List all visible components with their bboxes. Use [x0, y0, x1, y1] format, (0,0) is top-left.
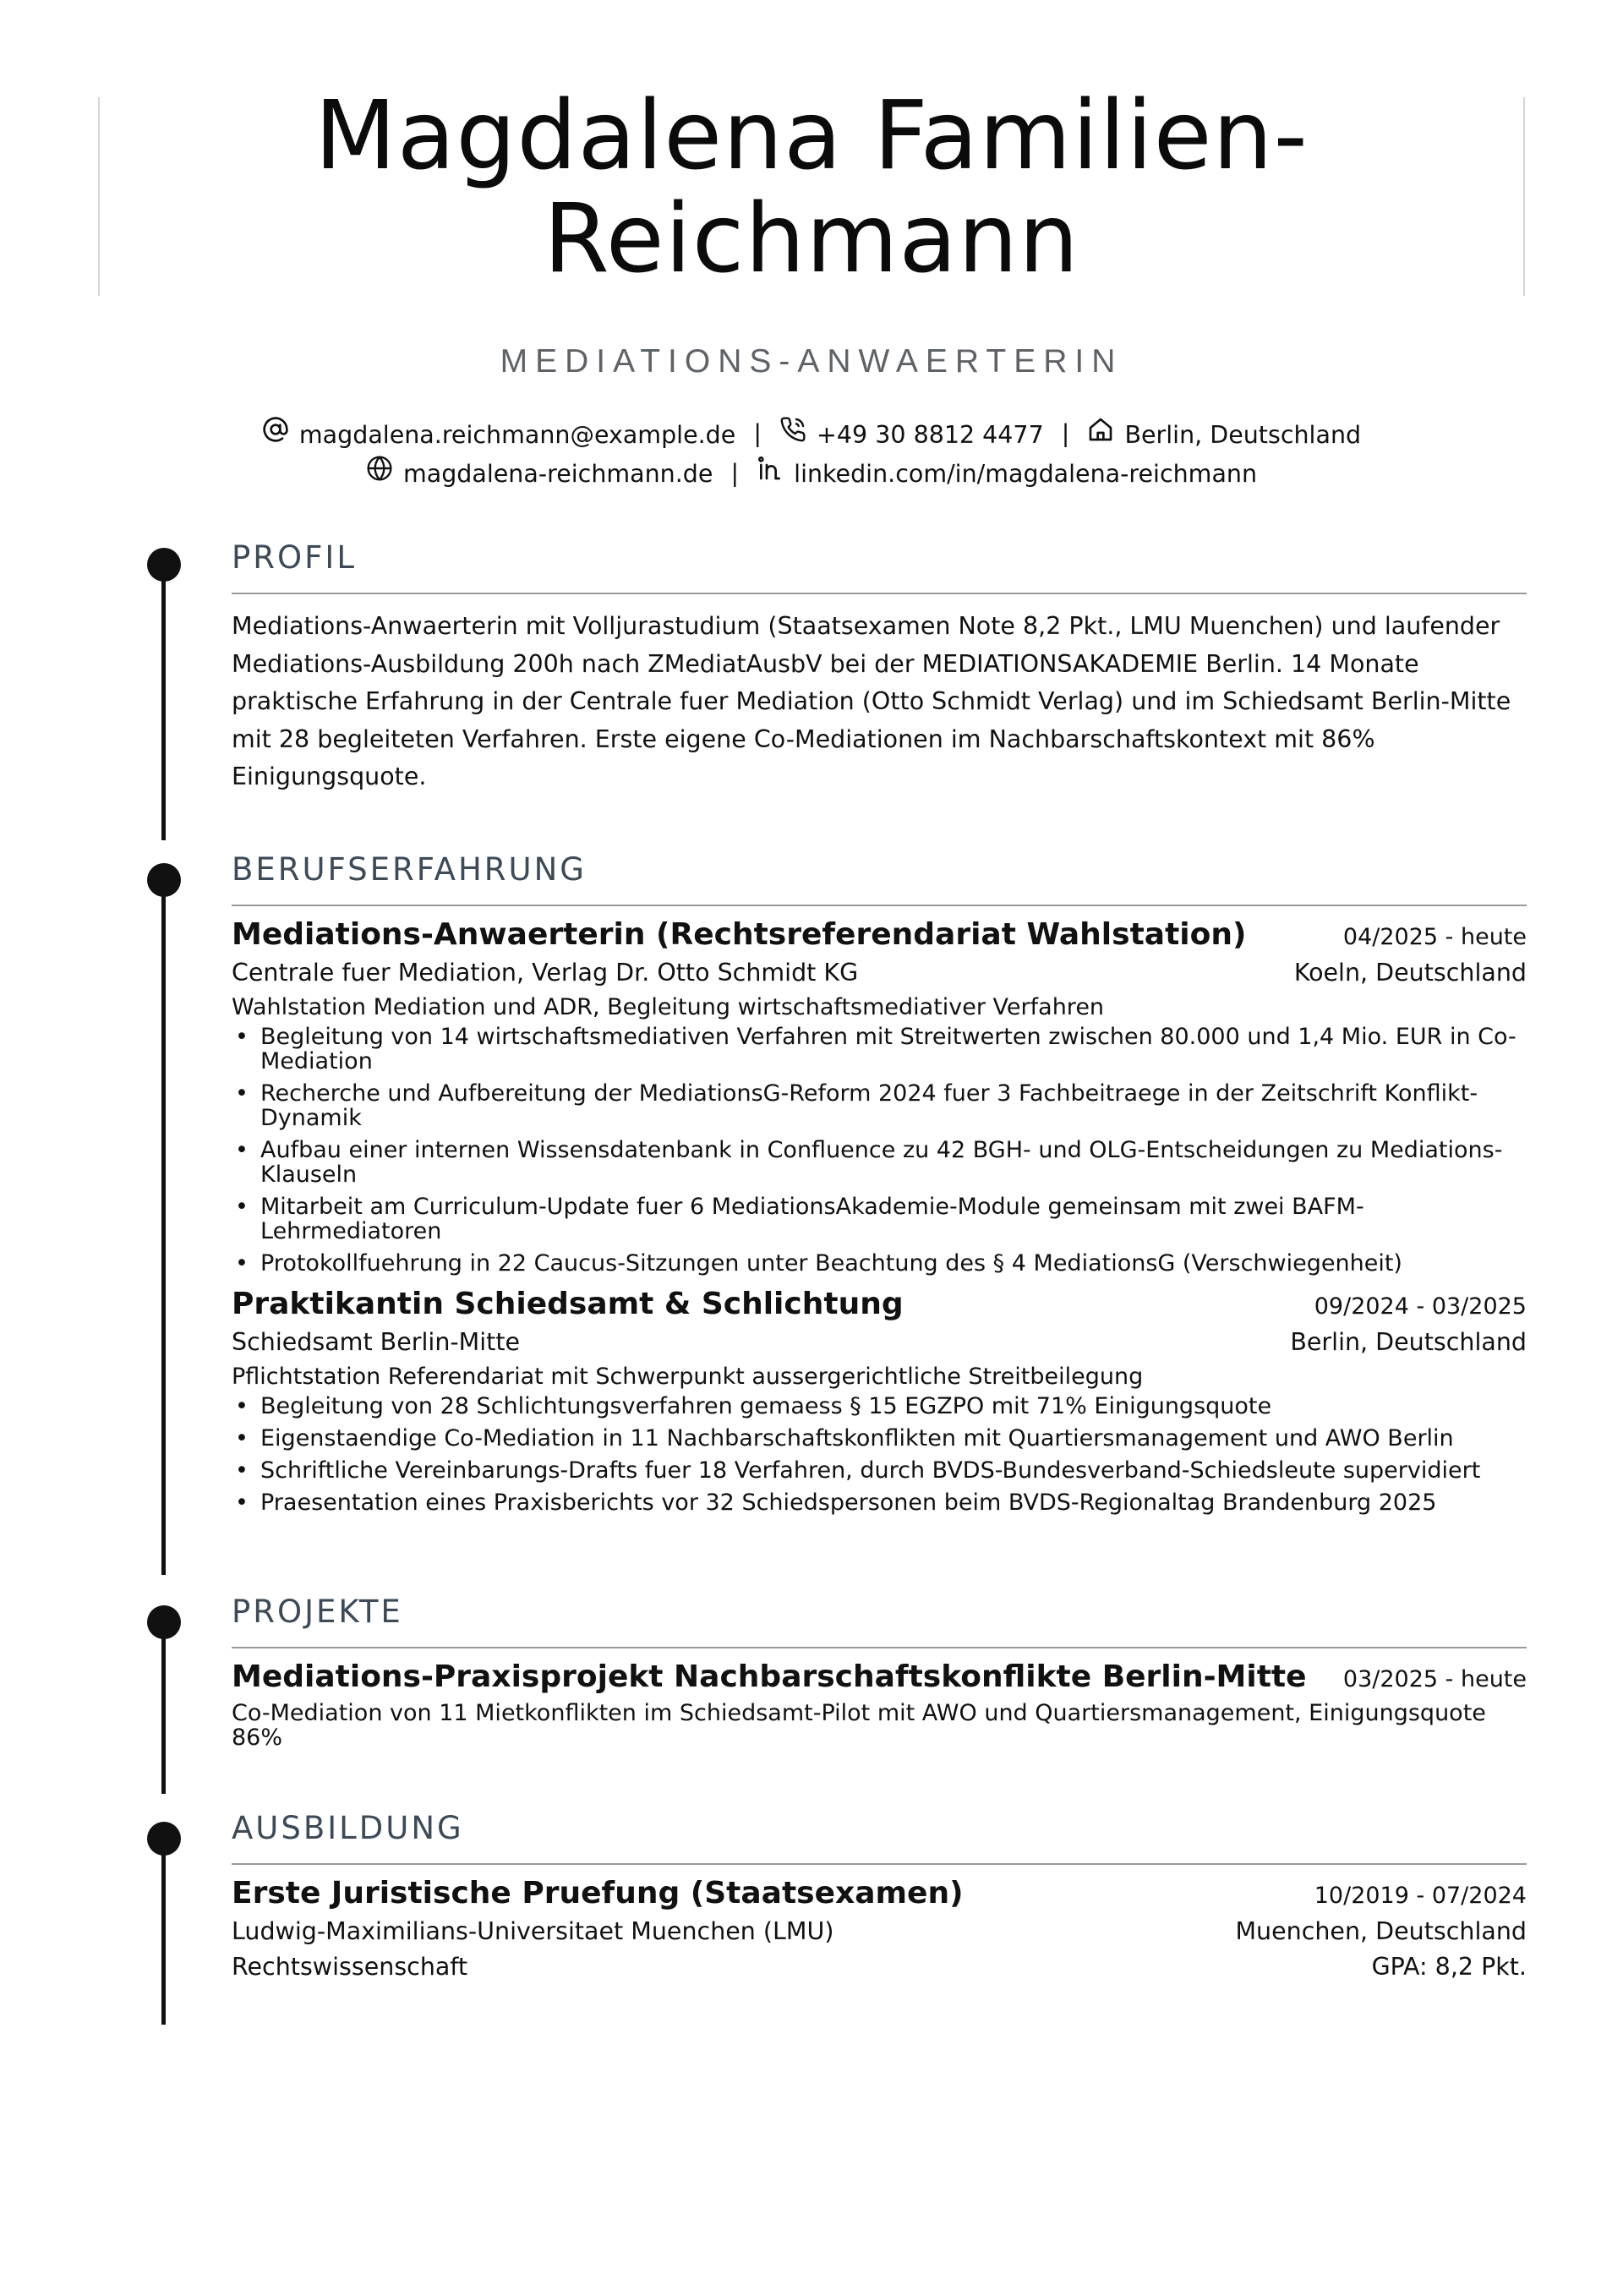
bullet-item: • Mitarbeit am Curriculum-Update fuer 6 MediationsAkademie-Module gemeinsam mit zwei BAFM-Lehrmediatoren	[232, 1194, 1527, 1244]
contact-info	[118, 414, 1505, 493]
job-title: Mediations-Anwaerterin (Rechtsreferendariat Wahlstation)	[232, 917, 1247, 952]
section-heading: PROFIL	[232, 539, 357, 576]
job-date: 09/2024 - 03/2025	[1314, 1293, 1527, 1320]
section-heading: AUSBILDUNG	[232, 1810, 464, 1846]
contact-row-2	[118, 454, 1505, 494]
school-name: Ludwig-Maximilians-Universitaet Muenchen (LMU)	[232, 1917, 834, 1945]
section-divider	[232, 905, 1527, 906]
home-icon	[1087, 416, 1114, 454]
header-right-border	[1523, 97, 1525, 296]
contact-row-1	[118, 414, 1505, 454]
bullet-item: • Recherche und Aufbereitung der MediationsG-Reform 2024 fuer 3 Fachbeitraege in der Zeitschrift Konflikt-Dynamik	[232, 1081, 1527, 1130]
resume-header	[118, 81, 1505, 493]
job-org-row	[232, 1325, 1527, 1360]
location-text: Berlin, Deutschland	[1124, 420, 1362, 449]
header-left-border	[98, 97, 100, 296]
separator: |	[1061, 419, 1070, 447]
job-bullets	[232, 1394, 1527, 1515]
project-entry	[232, 1657, 1527, 1750]
education-date: 10/2019 - 07/2024	[1314, 1883, 1527, 1909]
name-line-2: Reichmann	[543, 184, 1080, 294]
separator: |	[753, 419, 762, 447]
name-line-1: Magdalena Familien-	[314, 81, 1309, 191]
education-entry	[232, 1873, 1527, 1985]
job-title: MEDIATIONS-ANWAERTERIN	[500, 343, 1123, 380]
section-divider	[232, 1647, 1527, 1648]
job-bullets	[232, 1025, 1527, 1276]
timeline-dot-experience	[147, 863, 181, 897]
contact-email[interactable]	[262, 416, 735, 454]
timeline-segment-profil	[161, 561, 166, 840]
school-location: Muenchen, Deutschland	[1235, 1917, 1527, 1945]
education-section	[232, 1807, 1527, 1985]
job-organization: Centrale fuer Mediation, Verlag Dr. Otto Schmidt KG	[232, 959, 859, 987]
job-header	[232, 915, 1527, 955]
project-description: Co-Mediation von 11 Mietkonflikten im Schiedsamt-Pilot mit AWO und Quartiersmanagement, Einigungsquote 86%	[232, 1700, 1486, 1751]
gpa: GPA: 8,2 Pkt.	[1371, 1953, 1527, 1981]
job-header	[232, 1284, 1527, 1325]
job-description: Wahlstation Mediation und ADR, Begleitung wirtschaftsmediativer Verfahren	[232, 994, 1105, 1020]
linkedin-icon	[757, 455, 784, 493]
job-location: Berlin, Deutschland	[1290, 1328, 1527, 1356]
contact-location	[1087, 416, 1361, 454]
email-text: magdalena.reichmann@example.de	[298, 420, 736, 449]
bullet-item: • Praesentation eines Praxisberichts vor 32 Schiedspersonen beim BVDS-Regionaltag Brandenburg 2025	[232, 1490, 1527, 1515]
education-header	[232, 1873, 1527, 1914]
contact-linkedin[interactable]	[757, 455, 1257, 493]
phone-icon	[779, 416, 806, 454]
at-icon	[262, 416, 289, 454]
bullet-item: • Protokollfuehrung in 22 Caucus-Sitzungen unter Beachtung des § 4 MediationsG (Verschwiegenheit)	[232, 1251, 1527, 1276]
job-entry	[232, 1284, 1527, 1515]
section-divider	[232, 1863, 1527, 1865]
field-of-study: Rechtswissenschaft	[232, 1953, 468, 1981]
profile-section	[232, 537, 1527, 796]
bullet-item: • Begleitung von 28 Schlichtungsverfahren gemaess § 15 EGZPO mit 71% Einigungsquote	[232, 1394, 1527, 1419]
job-description: Pflichtstation Referendariat mit Schwerpunkt aussergerichtliche Streitbeilegung	[232, 1364, 1144, 1390]
linkedin-text: linkedin.com/in/magdalena-reichmann	[794, 460, 1258, 488]
bullet-item: • Begleitung von 14 wirtschaftsmediativen Verfahren mit Streitwerten zwischen 80.000 und 1,4 Mio. EUR in Co-Mediation	[232, 1025, 1527, 1074]
bullet-item: • Schriftliche Vereinbarungs-Drafts fuer 18 Verfahren, durch BVDS-Bundesverband-Schiedsleute supervidiert	[232, 1458, 1527, 1483]
timeline-dot-profil	[147, 548, 181, 582]
job-location: Koeln, Deutschland	[1293, 959, 1527, 987]
project-header	[232, 1657, 1527, 1697]
profile-summary: Mediations-Anwaerterin mit Volljurastudium (Staatsexamen Note 8,2 Pkt., LMU Muenchen) und laufender Mediations-Ausbildung 200h nach ZMediatAusbV bei der MEDIATIONSAKADEMIE Berlin. 14 Monate praktische Erfahrung in der Centrale fuer Mediation (Otto Schmidt Verlag) und im Schiedsamt Berlin-Mitte mit 28 begleiteten Verfahren. Erste eigene Co-Mediationen im Nachbarschaftskontext mit 86% Einigungsquote.	[232, 612, 1511, 790]
bullet-item: • Eigenstaendige Co-Mediation in 11 Nachbarschaftskonflikten mit Quartiersmanagement und AWO Berlin	[232, 1426, 1527, 1451]
phone-text: +49 30 8812 4477	[817, 420, 1044, 449]
candidate-name	[118, 81, 1505, 294]
education-school-row	[232, 1914, 1527, 1949]
project-date: 03/2025 - heute	[1342, 1666, 1527, 1692]
bullet-item: • Aufbau einer internen Wissensdatenbank in Confluence zu 42 BGH- und OLG-Entscheidungen zu Mediations-Klauseln	[232, 1138, 1527, 1187]
projects-section	[232, 1591, 1527, 1750]
separator: |	[730, 458, 740, 487]
timeline-segment-projects	[161, 1620, 166, 1794]
job-organization: Schiedsamt Berlin-Mitte	[232, 1328, 521, 1356]
timeline-dot-education	[147, 1822, 181, 1856]
degree-title: Erste Juristische Pruefung (Staatsexamen)	[232, 1876, 964, 1911]
website-text: magdalena-reichmann.de	[402, 460, 713, 488]
section-heading: PROJEKTE	[232, 1594, 403, 1630]
project-title: Mediations-Praxisprojekt Nachbarschaftskonflikte Berlin-Mitte	[232, 1659, 1307, 1694]
globe-icon	[366, 455, 393, 493]
contact-phone[interactable]	[779, 416, 1044, 454]
job-title: Praktikantin Schiedsamt & Schlichtung	[232, 1287, 904, 1321]
education-field-row	[232, 1949, 1527, 1985]
job-entry	[232, 915, 1527, 1276]
job-date: 04/2025 - heute	[1342, 924, 1527, 950]
contact-website[interactable]	[366, 455, 713, 493]
section-divider	[232, 593, 1527, 594]
job-org-row	[232, 955, 1527, 991]
timeline-segment-experience	[161, 877, 166, 1575]
section-heading: BERUFSERFAHRUNG	[232, 851, 587, 888]
timeline-segment-education	[161, 1834, 166, 2025]
experience-section	[232, 849, 1527, 1522]
timeline-dot-projects	[147, 1605, 181, 1639]
